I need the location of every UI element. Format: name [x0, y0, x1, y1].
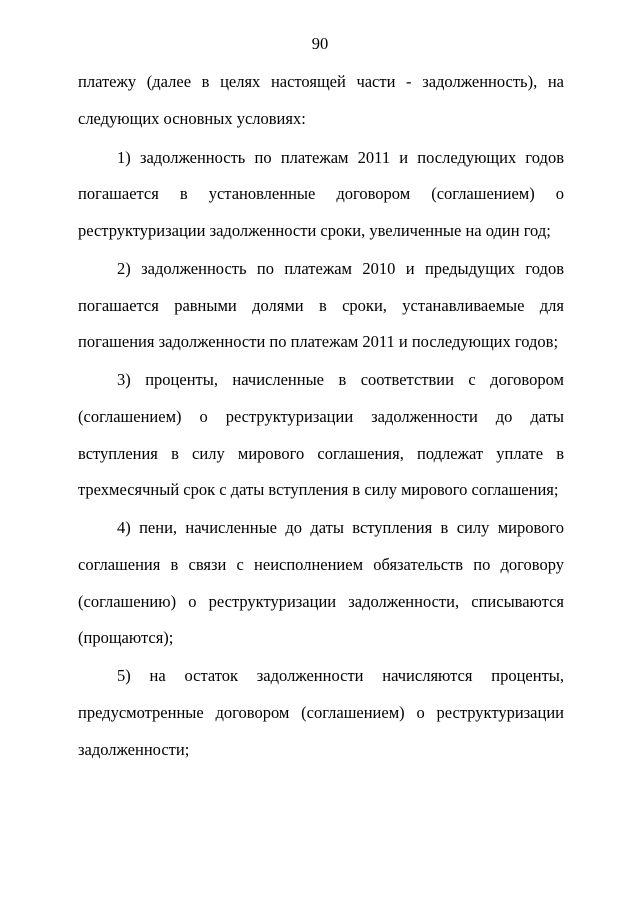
text-line: предусмотренные договором (соглашением) о реструктуризации: [78, 703, 564, 722]
text-line: трехмесячный срок с даты вступления в силу мирового соглашения;: [78, 480, 559, 499]
text-line: (соглашению) о реструктуризации задолженности, списываются: [78, 592, 564, 611]
text-line: 5) на остаток задолженности начисляются проценты,: [117, 666, 564, 685]
text-line: (прощаются);: [78, 628, 174, 647]
text-line: погашается равными долями в сроки, устанавливаемые для: [78, 296, 564, 315]
text-line: погашается в установленные договором (соглашением) о: [78, 184, 564, 203]
text-line: соглашения в связи с неисполнением обязательств по договору: [78, 555, 564, 574]
text-line: платежу (далее в целях настоящей части - задолженность), на: [78, 72, 564, 91]
page-number: 90: [311, 34, 329, 53]
text-line: погашения задолженности по платежам 2011 и последующих годов;: [78, 332, 559, 351]
text-line: вступления в силу мирового соглашения, подлежат уплате в: [78, 444, 564, 463]
text-line: 2) задолженность по платежам 2010 и предыдущих годов: [117, 259, 564, 278]
text-line: (соглашением) о реструктуризации задолженности до даты: [78, 407, 564, 426]
text-line: реструктуризации задолженности сроки, увеличенные на один год;: [78, 221, 551, 240]
text-line: следующих основных условиях:: [78, 109, 306, 128]
text-line: 3) проценты, начисленные в соответствии с договором: [117, 370, 564, 389]
text-line: задолженности;: [78, 740, 190, 759]
text-line: 4) пени, начисленные до даты вступления в силу мирового: [117, 518, 564, 537]
text-line: 1) задолженность по платежам 2011 и последующих годов: [117, 148, 564, 167]
